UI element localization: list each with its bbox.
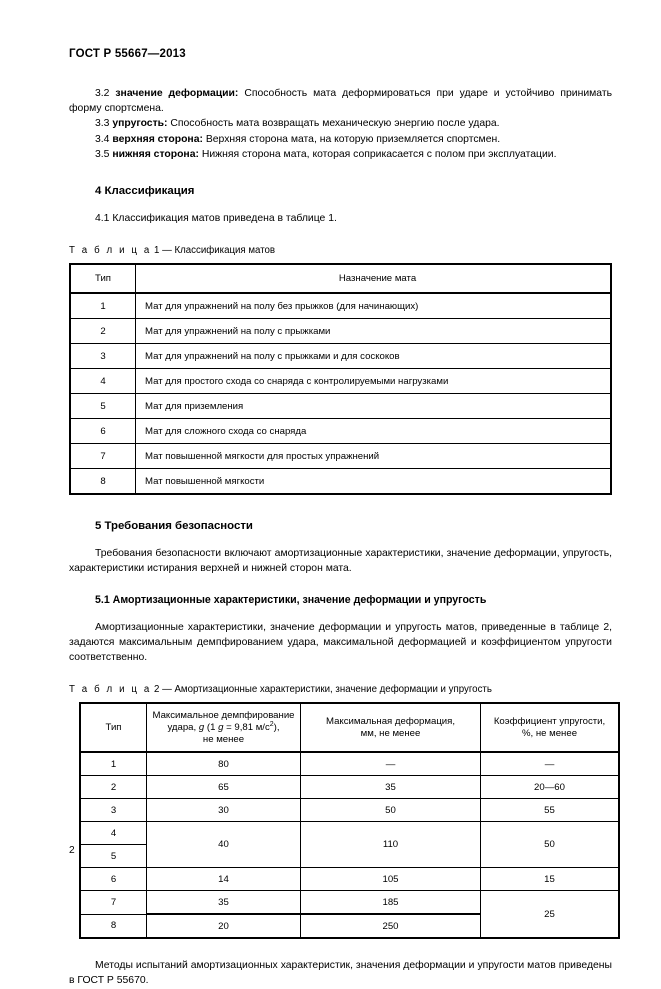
definition-text: Способность мата деформироваться при ударе и устойчиво принимать форму спортсмена. (69, 88, 612, 115)
cell-deformation: 50 (301, 799, 481, 822)
cell-purpose: Мат повышенной мягкости для простых упражнений (136, 444, 612, 469)
cell-damping: 35 (147, 891, 301, 915)
table-row (80, 752, 619, 776)
cell-purpose: Мат для упражнений на полу с прыжками (136, 319, 612, 344)
cell-purpose: Мат для упражнений на полу с прыжками и для соскоков (136, 344, 612, 369)
table-2-wrapper (79, 702, 612, 939)
definition-3-4 (69, 132, 612, 147)
deformation-line-1: Максимальная деформация, (325, 716, 456, 728)
damping-line-3: не менее (202, 733, 245, 745)
table-2-caption (69, 684, 612, 695)
cell-purpose: Мат для приземления (136, 394, 612, 419)
table-damping-deformation-elasticity (79, 702, 620, 939)
definition-number: 3.5 (95, 148, 110, 160)
cell-type: 1 (80, 752, 147, 776)
definition-number: 3.3 (95, 118, 110, 130)
cell-type: 7 (70, 444, 136, 469)
cell-type: 5 (80, 845, 147, 868)
cell-damping: 80 (147, 752, 301, 776)
table-row (80, 891, 619, 915)
table-row (80, 776, 619, 799)
table-2-body (80, 752, 619, 938)
section-5-1-paragraph: Амортизационные характеристики, значение деформации и упругость матов, приведенные в таблице 2, задаются максимальным демпфированием удара, максимальной деформацией и коэффициентом упругости соответственно. (69, 621, 612, 664)
cell-type: 3 (80, 799, 147, 822)
table-1-head (70, 264, 611, 293)
table-row (80, 822, 619, 845)
table-1-caption-label: Т а б л и ц а (69, 245, 152, 257)
damping-line-2-d: ), (273, 721, 280, 733)
cell-type: 8 (70, 469, 136, 495)
damping-line-2-c: = 9,81 м/с (223, 721, 270, 733)
table-1-caption-text: 1 — Классификация матов (154, 245, 276, 257)
cell-purpose: Мат для сложного схода со снаряда (136, 419, 612, 444)
damping-symbol-g: g (198, 721, 205, 733)
cell-type: 5 (70, 394, 136, 419)
table-1-header-row (70, 264, 611, 293)
definition-3-3 (69, 116, 612, 131)
cell-elasticity: 20—60 (481, 776, 620, 799)
cell-deformation: 185 (301, 891, 481, 915)
document-body (69, 86, 612, 989)
cell-type: 2 (70, 319, 136, 344)
table-row (70, 394, 611, 419)
damping-superscript: 2 (269, 720, 274, 728)
definition-text: Способность мата возвращать механическую энергию после удара. (167, 118, 500, 130)
table-2-head (80, 703, 619, 752)
table-row (70, 369, 611, 394)
table-2-caption-label: Т а б л и ц а (69, 684, 152, 696)
definition-text: Нижняя сторона мата, которая соприкасается с полом при эксплуатации. (198, 148, 557, 160)
table-1-body (70, 293, 611, 494)
cell-damping: 30 (147, 799, 301, 822)
deformation-line-2: мм, не менее (360, 727, 421, 739)
elasticity-line-1: Коэффициент упругости, (493, 716, 606, 728)
table-row (70, 344, 611, 369)
cell-damping: 65 (147, 776, 301, 799)
table-classification (69, 263, 612, 495)
definition-term: нижняя сторона: (112, 148, 199, 160)
definition-term: верхняя сторона: (112, 133, 203, 145)
cell-purpose: Мат для простого схода со снаряда с контролируемыми нагрузками (136, 369, 612, 394)
cell-elasticity: — (481, 752, 620, 776)
table-row (70, 419, 611, 444)
table-1-caption (69, 245, 612, 256)
table-2-header-type: Тип (80, 703, 147, 752)
cell-deformation: 250 (301, 914, 481, 938)
standard-header: ГОСТ Р 55667—2013 (69, 48, 186, 60)
damping-line-2-a: удара, (167, 721, 199, 733)
definition-3-2 (69, 86, 612, 116)
table-2-header-row (80, 703, 619, 752)
table-row (70, 469, 611, 495)
cell-type: 1 (70, 293, 136, 319)
cell-elasticity: 25 (481, 891, 620, 939)
cell-deformation: 110 (301, 822, 481, 868)
cell-type: 4 (80, 822, 147, 845)
definition-number: 3.4 (95, 133, 110, 145)
cell-elasticity: 15 (481, 868, 620, 891)
definition-term: значение деформации: (115, 88, 239, 99)
definition-number: 3.2 (95, 88, 110, 99)
table-row (70, 319, 611, 344)
cell-deformation: 105 (301, 868, 481, 891)
cell-deformation: — (301, 752, 481, 776)
elasticity-line-2: %, не менее (521, 727, 578, 739)
table-2-header-elasticity (481, 703, 620, 752)
page-number: 2 (69, 845, 75, 856)
definition-3-5 (69, 147, 612, 162)
table-row (80, 799, 619, 822)
definition-text: Верхняя сторона мата, на которую приземляется спортсмен. (202, 133, 501, 145)
cell-deformation: 35 (301, 776, 481, 799)
cell-type: 6 (80, 868, 147, 891)
cell-type: 6 (70, 419, 136, 444)
cell-type: 4 (70, 369, 136, 394)
section-5-heading: 5 Требования безопасности (95, 520, 253, 533)
table-row (70, 293, 611, 319)
cell-type: 7 (80, 891, 147, 915)
table-2-caption-text: 2 — Амортизационные характеристики, значение деформации и упругость (154, 684, 492, 696)
cell-elasticity: 55 (481, 799, 620, 822)
cell-damping: 14 (147, 868, 301, 891)
cell-type: 8 (80, 914, 147, 938)
table-row (80, 868, 619, 891)
cell-type: 2 (80, 776, 147, 799)
table-row (70, 444, 611, 469)
table-2-header-deformation (301, 703, 481, 752)
closing-paragraph: Методы испытаний амортизационных характеристик, значения деформации и упругости матов приведены в ГОСТ Р 55670. (69, 960, 612, 987)
damping-line-2-b: (1 (204, 721, 219, 733)
section-5-1-heading: 5.1 Амортизационные характеристики, значение деформации и упругость (95, 593, 487, 606)
table-1-header-purpose: Назначение мата (136, 264, 612, 293)
section-4-heading: 4 Классификация (95, 185, 195, 198)
cell-elasticity: 50 (481, 822, 620, 868)
cell-type: 3 (70, 344, 136, 369)
cell-damping: 40 (147, 822, 301, 868)
definitions-block (69, 86, 612, 162)
cell-purpose: Мат для упражнений на полу без прыжков (для начинающих) (136, 293, 612, 319)
definition-term: упругость: (112, 118, 168, 130)
table-1-header-type: Тип (70, 264, 136, 293)
cell-purpose: Мат повышенной мягкости (136, 469, 612, 495)
table-2-header-damping (147, 703, 301, 752)
cell-damping: 20 (147, 914, 301, 938)
damping-line-1: Максимальное демпфирование (152, 710, 295, 722)
damping-symbol-g2: g (218, 721, 224, 733)
section-5-paragraph: Требования безопасности включают амортизационные характеристики, значение деформации, упругость, характеристики истирания верхней и нижней сторон мата. (69, 548, 612, 575)
section-4-paragraph: 4.1 Классификация матов приведена в таблице 1. (95, 213, 337, 225)
